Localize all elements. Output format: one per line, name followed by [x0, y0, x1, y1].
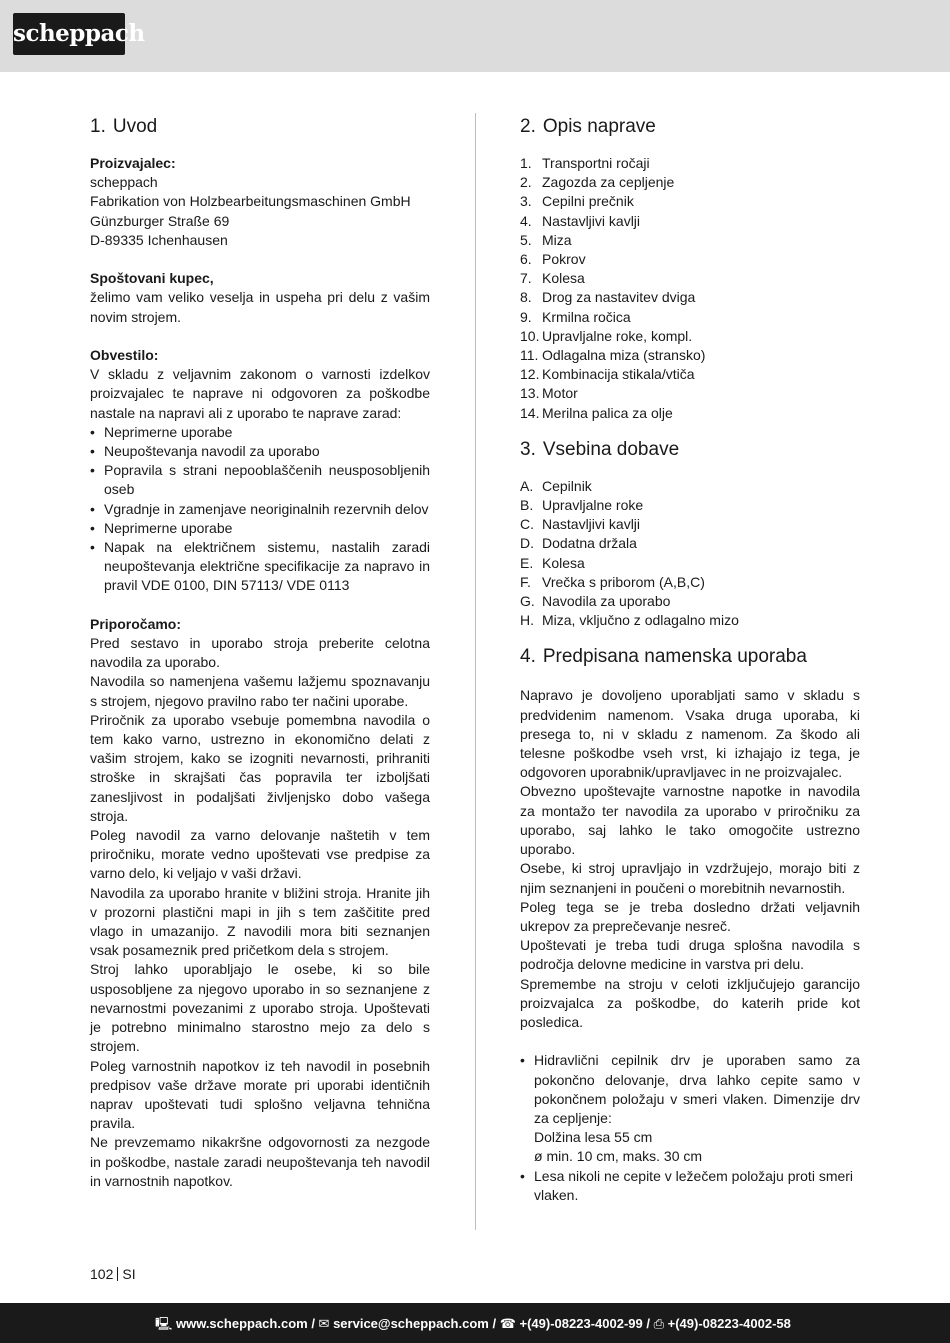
phone-icon: ☎︎: [499, 1316, 516, 1331]
brand-logo: scheppach: [13, 13, 125, 55]
envelope-icon: ✉︎: [318, 1316, 330, 1331]
list-item: • Napak na električnem sistemu, nastalih zaradi neupoštevanja električne specifikacije za napravo in pravil VDE 0100, DIN 57113/ VDE 0113: [90, 539, 430, 594]
list-item: 10. Upravljalne roke, kompl.: [520, 327, 693, 344]
list-item: G. Navodila za uporabo: [520, 593, 671, 610]
section-title: Predpisana namenska uporaba: [542, 646, 807, 668]
list-item: • Neprimerne uporabe: [90, 423, 233, 440]
notice-label: Obvestilo:: [90, 347, 159, 363]
intended-use-list: [520, 1051, 860, 1205]
list-item: A. Cepilnik: [520, 477, 592, 494]
section-heading-delivery: [520, 437, 860, 463]
column-divider: [475, 113, 476, 1230]
section-heading-description: [520, 114, 860, 140]
customer-label: Spoštovani kupec,: [90, 270, 214, 287]
header-band: [0, 0, 950, 72]
manufacturer-line: scheppach: [90, 174, 158, 191]
list-item: 3. Cepilni prečnik: [520, 193, 634, 210]
list-item: 14. Merilna palica za olje: [520, 404, 673, 421]
recommend-paragraph: Stroj lahko uporabljajo le osebe, ki so bile usposobljene za njegovo uporabo in so seznanjene z nevarnostmi povezanimi z uporabo stroja. Upoštevati je potrebno minimalno starostno mejo za delo s strojem.: [90, 961, 430, 1055]
recommend-paragraph: Navodila so namenjena vašemu lažjemu spoznavanju s strojem, njegovo pravilno rabo ter načini uporabe.: [90, 673, 430, 709]
list-item: 11. Odlagalna miza (stransko): [520, 347, 706, 364]
list-item: 12. Kombinacija stikala/vtiča: [520, 366, 695, 383]
section-title: Uvod: [112, 116, 158, 137]
list-item: 5. Miza: [520, 231, 572, 248]
recommend-label: Priporočamo:: [90, 615, 182, 632]
left-column: [90, 114, 430, 1191]
footer-band: [0, 1303, 950, 1343]
email-link[interactable]: service@scheppach.com: [333, 1316, 489, 1331]
recommend-paragraph: Poleg varnostnih napotkov iz teh navodil in posebnih predpisov vaše države morate pri uporabi identičnih naprav upoštevati tudi splošno veljavna tehnična pravila.: [90, 1057, 430, 1132]
fax-icon: ⎙: [653, 1316, 664, 1331]
list-item: 4. Nastavljivi kavlji: [520, 212, 641, 229]
right-column: [520, 114, 860, 1205]
list-item: C. Nastavljivi kavlji: [520, 516, 641, 533]
list-item: • Hidravlični cepilnik drv je uporaben samo za pokončno delovanje, drva lahko cepite samo v pokončnem položaju v smeri vlaken. Dimenzije drv za cepljenje: Dolžina lesa 55 cm ø min. 10 cm, maks. 30 cm: [520, 1052, 860, 1165]
list-item: • Neprimerne uporabe: [90, 519, 233, 536]
list-item: D. Dodatna držala: [520, 535, 637, 552]
intended-use-paragraph: Poleg tega se je treba dosledno držati veljavnih ukrepov za preprečevanje nesreč.: [520, 898, 860, 934]
list-item: 1. Transportni ročaji: [520, 155, 650, 171]
parts-list: [520, 154, 860, 423]
list-item: 7. Kolesa: [520, 270, 585, 287]
list-item: 9. Krmilna ročica: [520, 308, 631, 325]
list-item: • Neupoštevanja navodil za uporabo: [90, 443, 320, 460]
intended-use-paragraph: Obvezno upoštevajte varnostne napotke in navodila za montažo ter navodila za uporabo v priročniku za uporabo, saj lahko le tako omogočite ustrezno uporabo.: [520, 783, 860, 858]
phone-number: +(49)-08223-4002-99: [519, 1316, 643, 1331]
list-item: H. Miza, vključno z odlagalno mizo: [520, 612, 739, 629]
computer-icon: 🖳︎: [155, 1316, 173, 1331]
section-number: 2.: [520, 116, 536, 137]
section-title: Opis naprave: [542, 116, 656, 137]
recommend-paragraph: Pred sestavo in uporabo stroja preberite celotna navodila za uporabo.: [90, 635, 430, 671]
customer-text: želimo vam veliko veselja in uspeha pri delu z vašim novim strojem.: [90, 289, 430, 325]
manufacturer-line: Fabrikation von Holzbearbeitungsmaschinen GmbH: [90, 193, 411, 210]
notice-text: V skladu z veljavnim zakonom o varnosti izdelkov proizvajalec te naprave ni odgovoren za poškodbe nastale na napravi ali z uporabo te naprave zarad:: [90, 366, 430, 421]
recommend-paragraph: Navodila za uporabo hranite v bližini stroja. Hranite jih v prozorni plastični mapi in jih s tem zaščitite pred vlago in umazanijo. Z navodili mora biti seznanjen vsak posameznik pred pričetkom dela s strojem.: [90, 884, 430, 959]
intended-use-paragraph: Napravo je dovoljeno uporabljati samo v skladu s predvidenim namenom. Vsaka druga uporaba, ki presega to, ni v skladu z namenom. Za škodo ali telesne poškodbe vseh vrst, ki izhajajo iz tega, je odgovoren uporabnik/upravljavec in ne proizvajalec.: [520, 687, 860, 781]
manufacturer-label: Proizvajalec:: [90, 155, 176, 171]
section-number: 4.: [520, 646, 536, 668]
list-item: F. Vrečka s priborom (A,B,C): [520, 573, 705, 590]
section-heading-intro: [90, 114, 430, 140]
intended-use-paragraph: Upoštevati je treba tudi druga splošna navodila s področja delovne medicine in varstva pri delu.: [520, 937, 860, 973]
section-number: 3.: [520, 438, 536, 460]
list-item: 8. Drog za nastavitev dviga: [520, 289, 696, 306]
list-item: • Popravila s strani nepooblaščenih neusposobljenih oseb: [90, 462, 430, 498]
recommend-paragraph: Priročnik za uporabo vsebuje pomembna navodila o tem kako varno, ustrezno in ekonomično delati z vašim strojem, kako se izogniti nevarnosti, prihraniti stroške in skrajšati čas popravila ter izboljšati zanesljivost in podaljšati življenjsko dobo vašega stroja.: [90, 711, 430, 824]
section-number: 1.: [90, 116, 106, 137]
footer-contacts: 🖳︎ www.scheppach.com / ✉︎ service@scheppach.com / ☎︎ +(49)-08223-4002-99 / ⎙ +(49)-08223-4002-58: [155, 1316, 791, 1331]
intended-use-paragraph: Spremembe na stroju v celoti izključujejo garancijo proizvajalca za poškodbe, do katerih pride kot posledica.: [520, 975, 860, 1030]
list-item: • Lesa nikoli ne cepite v ležečem položaju proti smeri vlaken.: [520, 1167, 854, 1203]
website-link[interactable]: www.scheppach.com: [175, 1316, 308, 1331]
page-number: 102 SI: [90, 1266, 136, 1282]
list-item: B. Upravljalne roke: [520, 497, 644, 514]
section-title: Vsebina dobave: [542, 438, 680, 460]
list-item: 13. Motor: [520, 385, 578, 402]
intended-use-paragraph: Osebe, ki stroj upravljajo in vzdržujejo, morajo biti z njim seznanjeni in poučeni o morebitnih nevarnostih.: [520, 860, 860, 896]
delivery-list: [520, 477, 860, 631]
manufacturer-line: D-89335 Ichenhausen: [90, 231, 228, 248]
fax-number: +(49)-08223-4002-58: [667, 1316, 791, 1331]
list-item: 2. Zagozda za cepljenje: [520, 174, 675, 191]
manufacturer-line: Günzburger Straße 69: [90, 212, 230, 229]
list-item: • Vgradnje in zamenjave neoriginalnih rezervnih delov: [90, 500, 429, 517]
recommend-paragraph: Poleg navodil za varno delovanje naštetih v tem priročniku, morate vedno upoštevati vse predpise za varno delo, ki veljajo v vaši državi.: [90, 827, 430, 882]
notice-list: [90, 423, 430, 596]
section-heading-intended-use: [520, 644, 860, 670]
list-item: E. Kolesa: [520, 554, 585, 571]
list-item: 6. Pokrov: [520, 251, 586, 268]
recommend-paragraph: Ne prevzemamo nikakršne odgovornosti za nezgode in poškodbe, nastale zaradi neupoštevanja teh navodil in varnostnih napotkov.: [90, 1134, 430, 1189]
